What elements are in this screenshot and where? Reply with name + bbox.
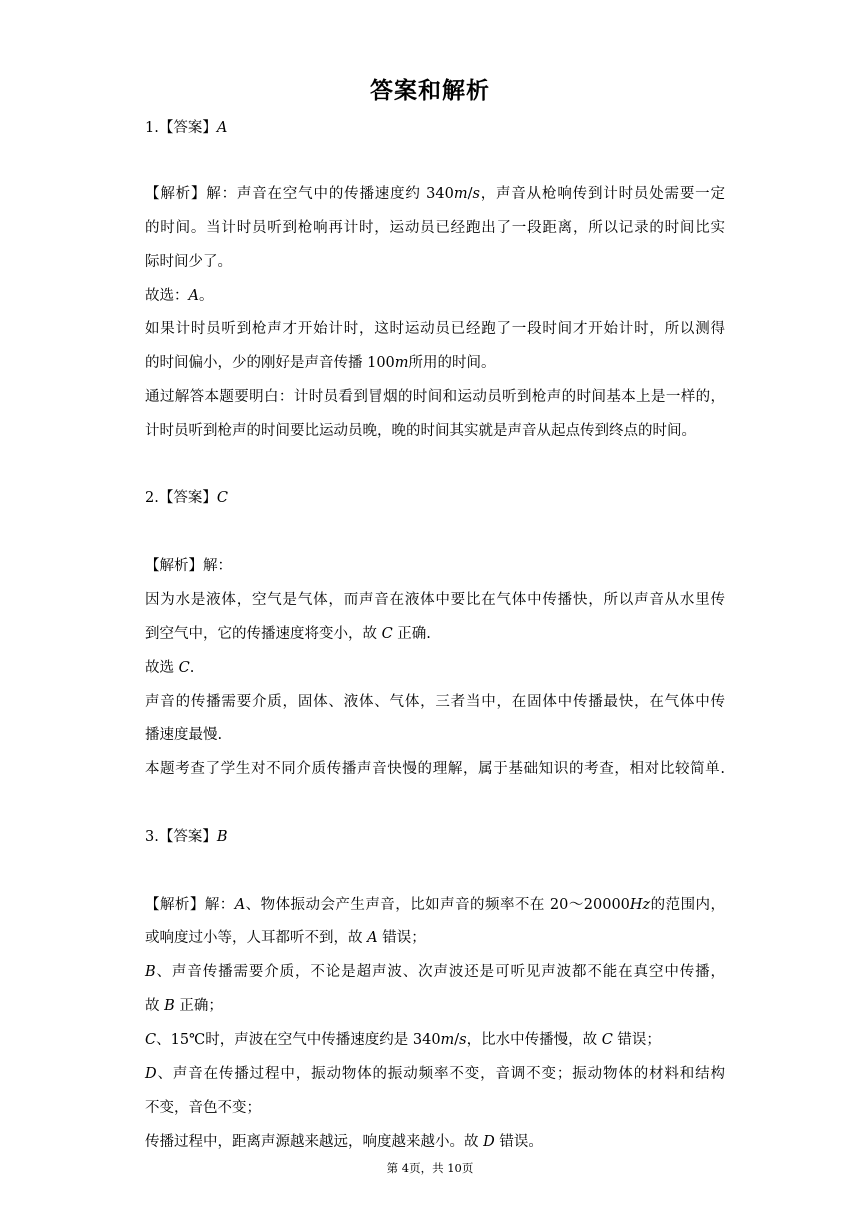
q1-analysis-line: 的时间。当计时员听到枪响再计时，运动员已经跑出了一段距离，所以记录的时间比实	[145, 220, 725, 236]
q2-analysis-line: 播速度最慢.	[145, 727, 223, 743]
q3-analysis-line: 𝐷、声音在传播过程中，振动物体的振动频率不变，音调不变；振动物体的材料和结构	[145, 1066, 725, 1082]
q1-analysis-line: 的时间偏小，少的刚好是声音传播 100𝑚所用的时间。	[145, 355, 496, 371]
q1-analysis-line: 如果计时员听到枪声才开始计时，这时运动员已经跑了一段时间才开始计时，所以测得	[145, 321, 725, 337]
q1-answer: 1.【答案】𝐴	[145, 120, 228, 136]
q2-choice-line: 故选 𝐶.	[145, 660, 195, 676]
q2-answer: 2.【答案】𝐶	[145, 490, 228, 506]
q2-analysis-line: 本题考查了学生对不同介质传播声音快慢的理解，属于基础知识的考查，相对比较简单.	[145, 761, 725, 777]
q3-analysis-line: 故 𝐵 正确；	[145, 998, 223, 1014]
q1-analysis-line: 际时间少了。	[145, 254, 232, 270]
q3-analysis-line: 不变，音色不变；	[145, 1100, 261, 1116]
q1-choice-line: 故选：𝐴。	[145, 288, 214, 304]
page-number-footer: 第 4页，共 10页	[386, 1161, 474, 1175]
page-title: 答案和解析	[370, 78, 490, 104]
q1-analysis-line: 通过解答本题要明白：计时员看到冒烟的时间和运动员听到枪声的时间基本上是一样的，	[145, 389, 725, 405]
q3-answer: 3.【答案】𝐵	[145, 829, 228, 845]
q2-analysis-line: 【解析】解：	[145, 558, 232, 574]
q2-analysis-line: 声音的传播需要介质，固体、液体、气体，三者当中，在固体中传播最快，在气体中传	[145, 694, 725, 710]
q3-analysis-line: 【解析】解：𝐴、物体振动会产生声音，比如声音的频率不在 20～20000𝐻𝑧的范围内，	[145, 897, 725, 913]
q3-analysis-line: 𝐶、15℃时，声波在空气中传播速度约是 340𝑚/𝑠，比水中传播慢，故 𝐶 错误；	[145, 1032, 661, 1048]
q3-analysis-line: 传播过程中，距离声源越来越远，响度越来越小。故 𝐷 错误。	[145, 1134, 543, 1150]
q2-analysis-line: 因为水是液体，空气是气体，而声音在液体中要比在气体中传播快，所以声音从水里传	[145, 592, 725, 608]
q2-analysis-line: 到空气中，它的传播速度将变小，故 𝐶 正确.	[145, 626, 431, 642]
q1-analysis-line: 计时员听到枪声的时间要比运动员晚，晚的时间其实就是声音从起点传到终点的时间。	[145, 423, 696, 439]
q1-analysis-line: 【解析】解：声音在空气中的传播速度约 340𝑚/𝑠，声音从枪响传到计时员处需要一定	[145, 186, 725, 202]
q3-analysis-line: 或响度过小等，人耳都听不到，故 𝐴 错误；	[145, 930, 426, 946]
q3-analysis-line: 𝐵、声音传播需要介质，不论是超声波、次声波还是可听见声波都不能在真空中传播，	[145, 964, 725, 980]
